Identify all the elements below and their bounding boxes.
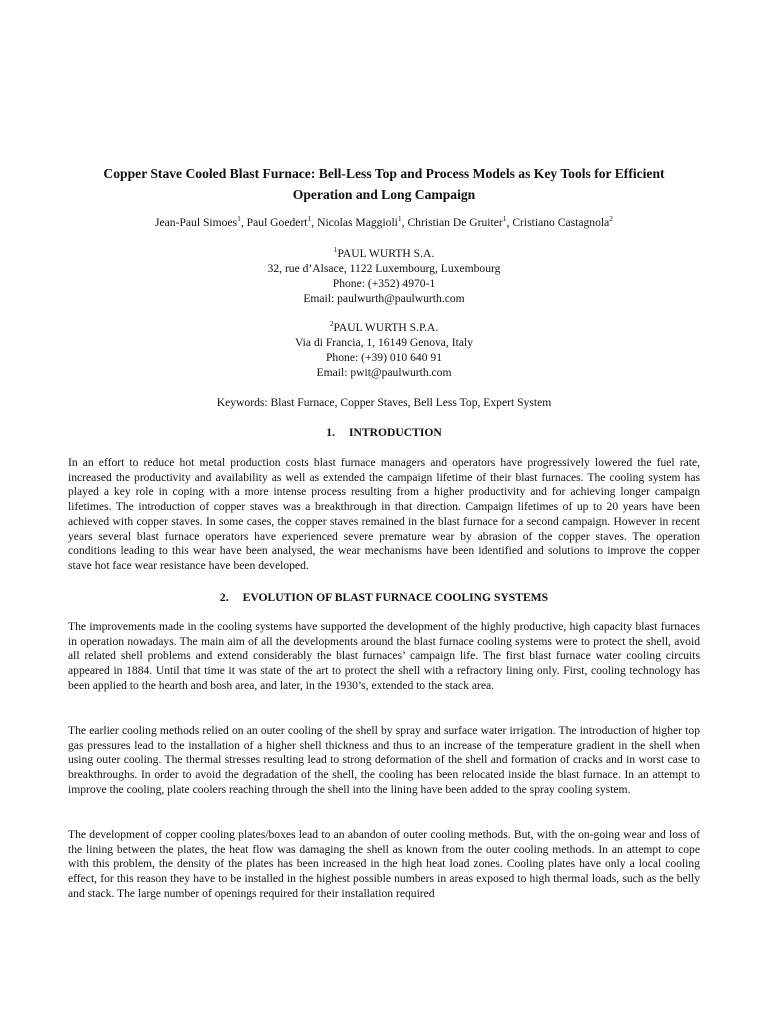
section-number: 1. [326, 426, 335, 439]
affiliation-name: $^1$PAUL WURTH S.A. [333, 245, 435, 260]
author: Paul Goedert$^1$, [246, 214, 318, 229]
body-paragraph: The development of copper cooling plates/boxes lead to an abandon of outer cooling methods. But, with the on-going wear and loss of the lining between the plates, the heat flow was damaging the shell as known from the outer cooling methods. In an attempt to cope with this problem, the density of the plates has been increased in the high heat load zones. Cooling plates have only a local cooling effect, for this reason they have to be installed in the highest possible numbers in areas exposed to high thermal loads, such as the belly and stack. The large number of openings required for their installation required [68, 828, 700, 900]
author: Christian De Gruiter$^1$, [407, 214, 513, 229]
affiliation-address: Via di Francia, 1, 16149 Genova, Italy [295, 336, 473, 349]
affiliation-phone: Phone: (+352) 4970-1 [332, 277, 436, 290]
body-paragraph: In an effort to reduce hot metal production costs blast furnace managers and operators have progressively lowered the fuel rate, increased the productivity and availability as well as extended the campaign lifetime of their blast furnaces. The cooling system has played a key role in coping with a more intense process resulting from a higher productivity and for achieving longer campaign lifetimes. The introduction of copper staves was a breakthrough in that direction. Campaign lifetimes of up to 20 years have been achieved with copper staves. In some cases, the copper staves remained in the blast furnace for a second campaign. However in recent years several blast furnace operators have experienced severe premature wear by abrasion of the copper staves. The operation conditions leading to this wear have been analysed, the wear mechanisms have been identified and solutions to improve the copper stave hot face wear resistance have been developed. [68, 456, 700, 572]
section-heading-introduction [68, 425, 700, 440]
author-list [68, 215, 700, 231]
affiliation-2 [68, 320, 700, 380]
section-heading-evolution [68, 590, 700, 605]
section-title: INTRODUCTION [348, 426, 442, 439]
body-paragraph: The improvements made in the cooling systems have supported the development of the highly productive, high capacity blast furnaces in operation nowadays. The main aim of all the developments around the blast furnace cooling systems were to protect the shell, avoid all related shell problems and extend considerably the blast furnaces’ campaign life. The first blast furnace water cooling circuits appeared in 1884. Until that time it was state of the art to protect the shell with a refractory lining only. First, cooling technology has been applied to the hearth and bosh area, and later, in the 1930’s, extended to the stack area. [68, 620, 700, 692]
affiliation-email: Email: paulwurth@paulwurth.com [303, 292, 465, 305]
affiliation-phone: Phone: (+39) 010 640 91 [325, 351, 443, 364]
title-line-1: Copper Stave Cooled Blast Furnace: Bell-Less Top and Process Models as Key Tools for Efficient [103, 166, 665, 181]
author: Nicolas Maggioli$^1$, [317, 214, 408, 229]
section-number: 2. [219, 591, 229, 604]
affiliation-email: Email: pwit@paulwurth.com [316, 366, 452, 379]
author: Jean-Paul Simoes$^1$, [155, 214, 247, 229]
affiliation-address: 32, rue d’Alsace, 1122 Luxembourg, Luxembourg [267, 262, 501, 275]
affiliation-name: $^2$PAUL WURTH S.P.A. [329, 319, 439, 334]
title-line-2: Operation and Long Campaign [292, 187, 476, 202]
keywords-line: Keywords: Blast Furnace, Copper Staves, Bell Less Top, Expert System [216, 396, 552, 409]
author: Cristiano Castagnola$^2$ [512, 214, 613, 229]
affiliation-1 [68, 246, 700, 306]
body-paragraph: The earlier cooling methods relied on an outer cooling of the shell by spray and surface water irrigation. The introduction of higher top gas pressures lead to the installation of a higher shell thickness and thus to an increase of the temperature gradient in the shell when using outer cooling. The thermal stresses resulting lead to strong deformation of the shell and formation of cracks and in worst case to breakthroughs. In order to avoid the degradation of the shell, the cooling has been relocated inside the blast furnace. In an attempt to improve the cooling, plate coolers reaching through the shell into the lining have been added to the spray cooling system. [68, 724, 700, 796]
section-title: EVOLUTION OF BLAST FURNACE COOLING SYSTEMS [242, 591, 549, 604]
paper-title [68, 163, 700, 205]
